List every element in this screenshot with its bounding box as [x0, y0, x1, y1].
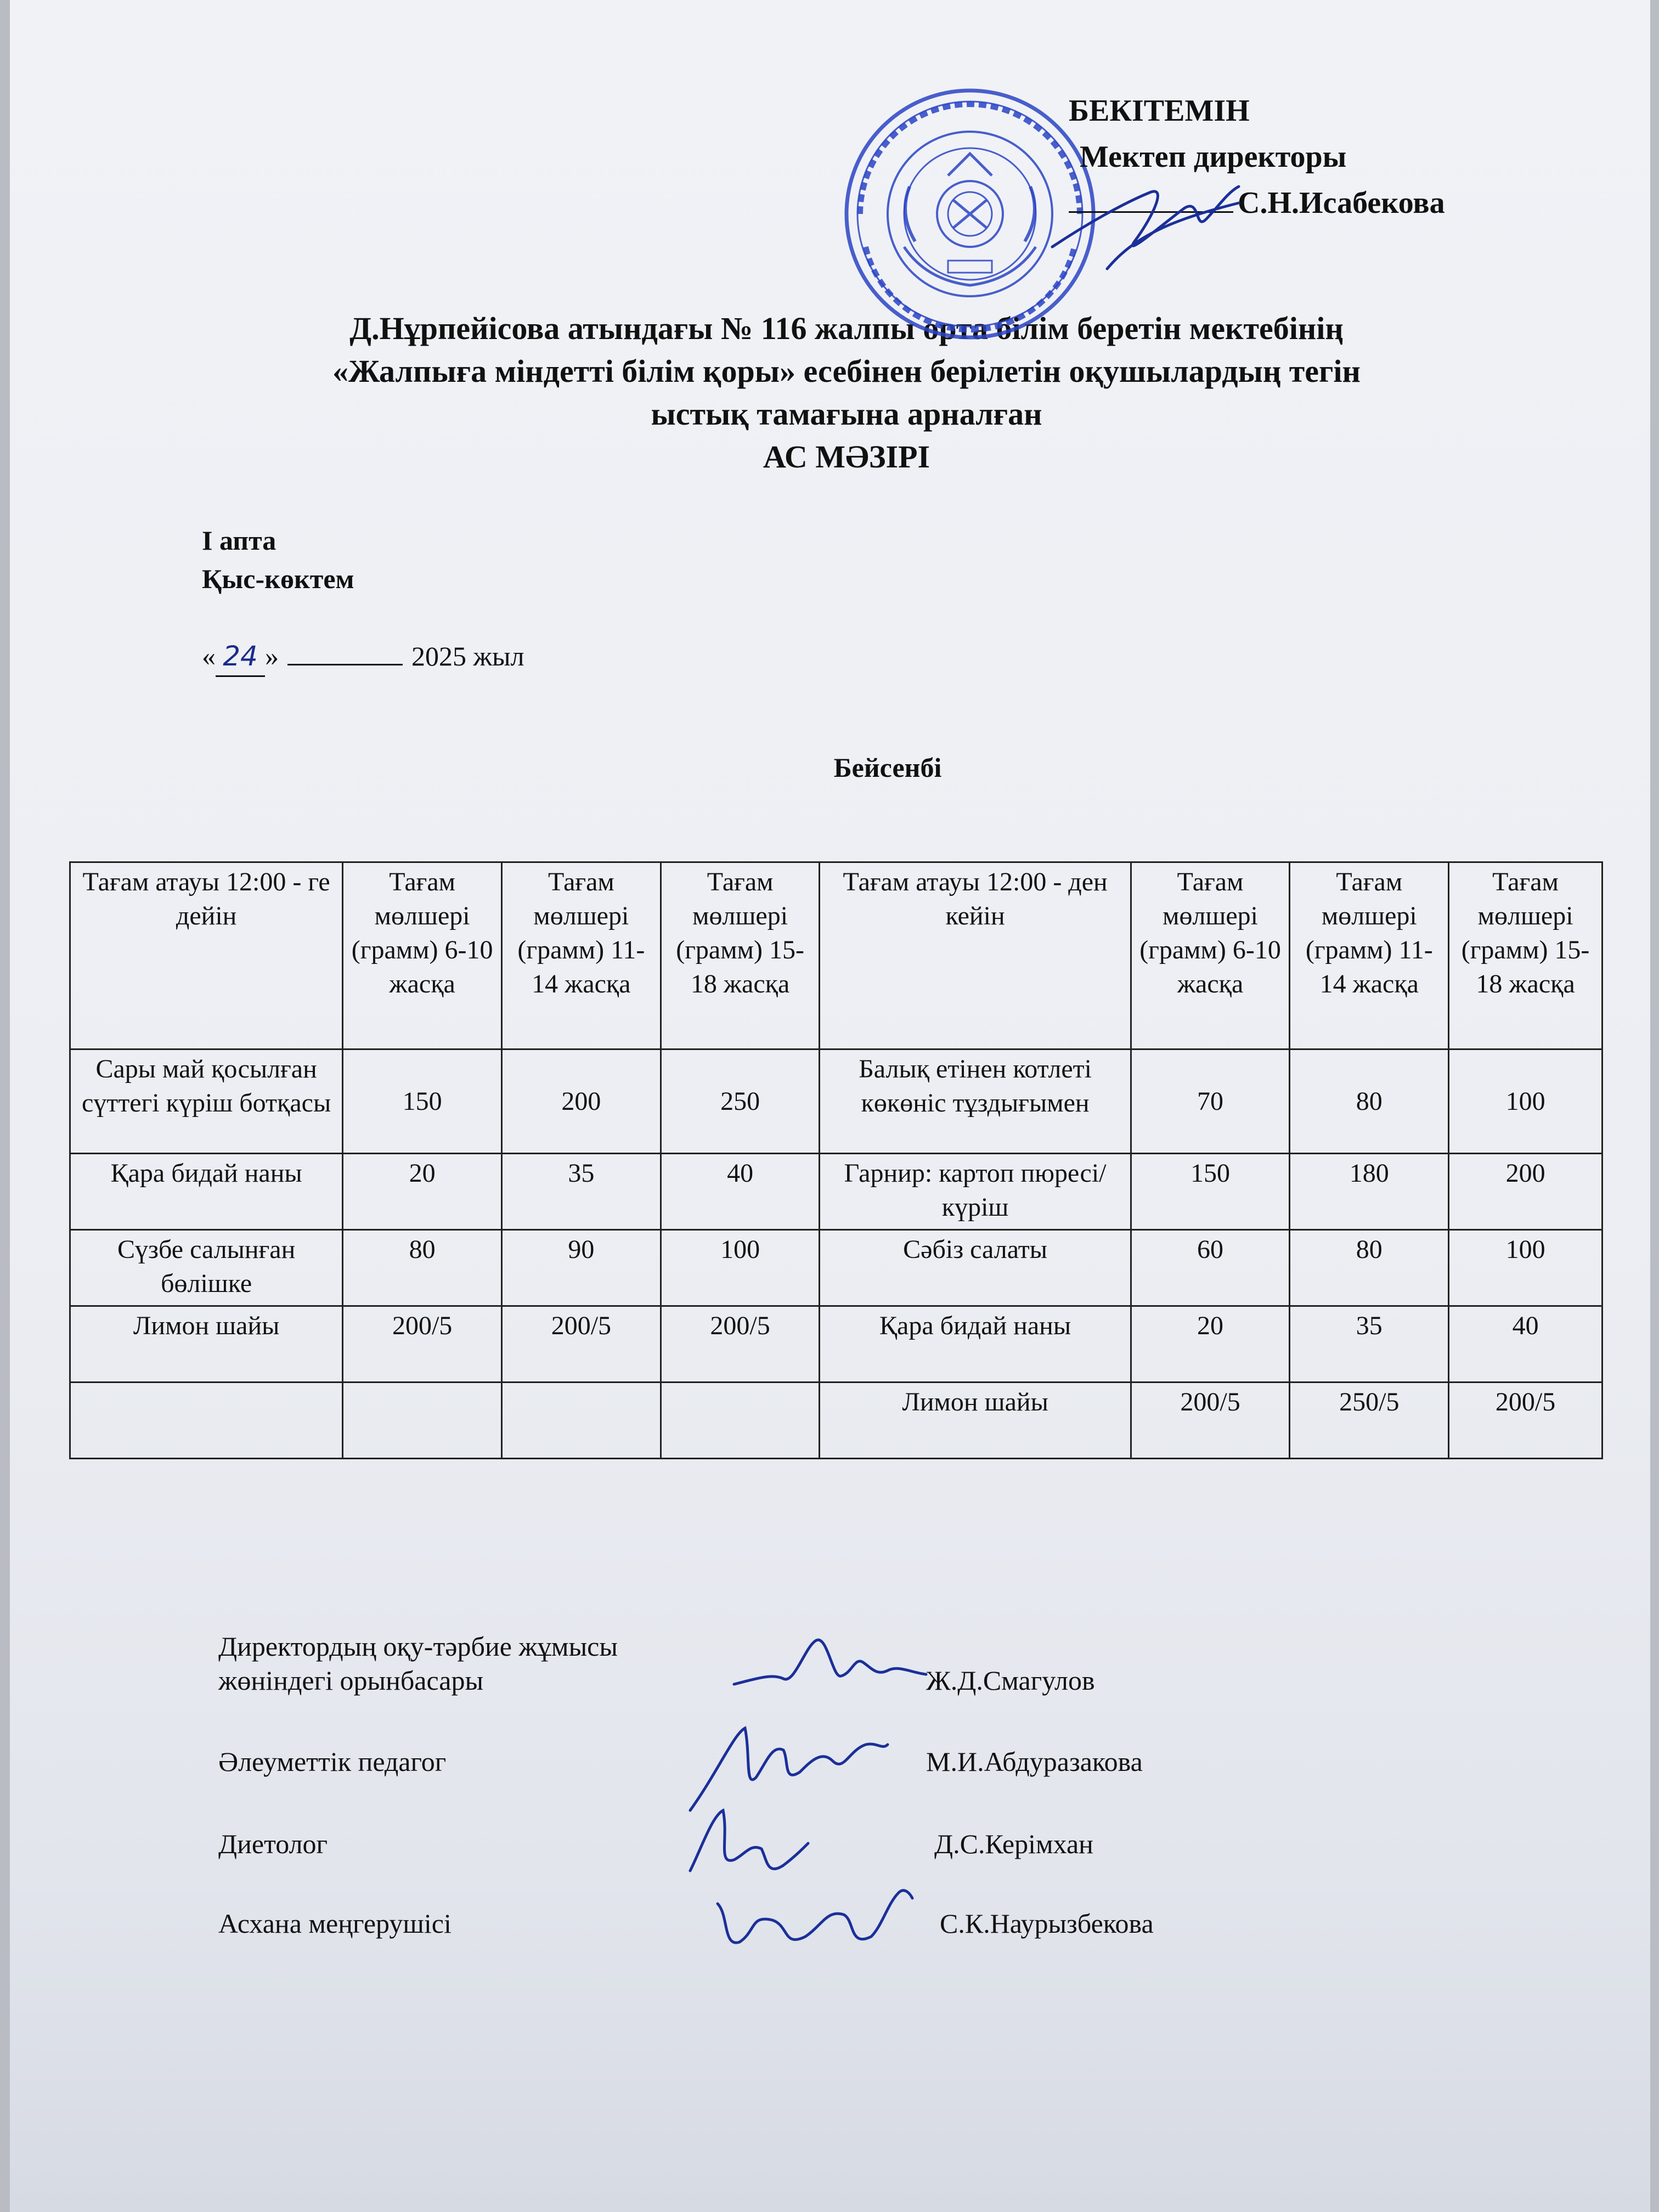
table-cell	[343, 1383, 502, 1459]
menu-table	[69, 861, 1603, 1459]
signer-position: Әлеуметтік педагог	[218, 1746, 447, 1777]
header-cell: Тағам атауы 12:00 - ге дейін	[70, 862, 343, 1049]
table-cell: 35	[502, 1154, 661, 1230]
table-header-row	[70, 862, 1602, 1049]
signer-position: Асхана меңгерушісі	[218, 1908, 452, 1939]
signer-name: С.К.Наурызбекова	[940, 1908, 1154, 1939]
table-cell: 150	[1131, 1154, 1290, 1230]
date-open-quote: «	[202, 641, 216, 672]
approval-heading: БЕКІТЕМІН	[1069, 94, 1250, 128]
table-cell: 40	[1449, 1306, 1602, 1383]
table-cell: Лимон шайы	[820, 1383, 1131, 1459]
approval-director-name: С.Н.Исабекова	[1238, 186, 1445, 220]
table-row	[70, 1306, 1602, 1383]
header-cell: Тағам мөлшері (грамм) 15-18 жасқа	[661, 862, 820, 1049]
header-cell: Тағам мөлшері (грамм) 15-18 жасқа	[1449, 862, 1602, 1049]
table-cell: Сары май қосылған сүттегі күріш ботқасы	[70, 1049, 343, 1154]
table-cell: 80	[1290, 1230, 1449, 1306]
header-cell: Тағам мөлшері (грамм) 6-10 жасқа	[1131, 862, 1290, 1049]
date-month-blank	[287, 636, 403, 665]
date-close-quote: »	[265, 641, 279, 672]
table-cell: Гарнир: картоп пюресі/ күріш	[820, 1154, 1131, 1230]
table-cell	[502, 1383, 661, 1459]
table-cell: 250/5	[1290, 1383, 1449, 1459]
table-cell: 35	[1290, 1306, 1449, 1383]
signer-name: М.И.Абдуразакова	[926, 1746, 1143, 1777]
signer-name: Д.С.Керімхан	[934, 1829, 1093, 1859]
table-cell: Сүзбе салынған бөлішке	[70, 1230, 343, 1306]
table-cell: 200/5	[343, 1306, 502, 1383]
title-line-4: АС МӘЗІРІ	[763, 439, 930, 475]
table-cell: 100	[661, 1230, 820, 1306]
signer-position: Директордың оқу-тәрбие жұмысы	[218, 1631, 618, 1662]
table-cell: 20	[343, 1154, 502, 1230]
table-cell: 100	[1449, 1230, 1602, 1306]
table-row	[70, 1154, 1602, 1230]
table-cell: 200	[1449, 1154, 1602, 1230]
table-cell: Сәбіз салаты	[820, 1230, 1131, 1306]
canteen-manager-signature	[707, 1871, 915, 1964]
table-cell: 150	[343, 1049, 502, 1154]
table-cell: Балық етінен котлеті көкөніс тұздығымен	[820, 1049, 1131, 1154]
table-cell: 90	[502, 1230, 661, 1306]
signer-position: Диетолог	[218, 1829, 328, 1859]
title-line-3: ыстық тамағына арналған	[651, 396, 1042, 432]
header-cell: Тағам атауы 12:00 - ден кейін	[820, 862, 1131, 1049]
table-cell: 180	[1290, 1154, 1449, 1230]
title-line-2: «Жалпыға міндетті білім қоры» есебінен берілетін оқушылардың тегін	[332, 353, 1361, 389]
signer-position-cont: жөніндегі орынбасары	[218, 1665, 484, 1696]
table-cell: 100	[1449, 1049, 1602, 1154]
week-number: I апта	[202, 525, 276, 556]
table-cell: Қара бидай наны	[70, 1154, 343, 1230]
table-cell	[661, 1383, 820, 1459]
header-cell: Тағам мөлшері (грамм) 6-10 жасқа	[343, 862, 502, 1049]
season: Қыс-көктем	[202, 563, 354, 594]
table-cell: 60	[1131, 1230, 1290, 1306]
table-cell: 200/5	[1449, 1383, 1602, 1459]
date-day-handwritten: 24	[216, 637, 265, 677]
table-cell: 200/5	[1131, 1383, 1290, 1459]
table-row	[70, 1049, 1602, 1154]
table-cell	[70, 1383, 343, 1459]
table-cell: 200	[502, 1049, 661, 1154]
week-block	[202, 521, 354, 598]
table-cell: 40	[661, 1154, 820, 1230]
table-cell: 200/5	[502, 1306, 661, 1383]
signer-name: Ж.Д.Смагулов	[926, 1665, 1095, 1696]
table-cell: Қара бидай наны	[820, 1306, 1131, 1383]
table-cell: 200/5	[661, 1306, 820, 1383]
date-year: 2025 жыл	[411, 641, 524, 672]
header-cell: Тағам мөлшері (грамм) 11-14 жасқа	[502, 862, 661, 1049]
director-signature	[1041, 159, 1250, 285]
deputy-signature	[723, 1624, 932, 1706]
table-cell: 250	[661, 1049, 820, 1154]
approval-position: Мектеп директоры	[1080, 140, 1347, 174]
table-row	[70, 1230, 1602, 1306]
document-page	[10, 0, 1650, 2212]
table-row	[70, 1383, 1602, 1459]
table-cell: 70	[1131, 1049, 1290, 1154]
day-of-week: Бейсенбі	[833, 752, 942, 783]
table-cell: Лимон шайы	[70, 1306, 343, 1383]
table-cell: 80	[343, 1230, 502, 1306]
table-cell: 80	[1290, 1049, 1449, 1154]
header-cell: Тағам мөлшері (грамм) 11-14 жасқа	[1290, 862, 1449, 1049]
date-line	[202, 636, 524, 677]
title-line-1: Д.Нұрпейісова атындағы № 116 жалпы орта білім беретін мектебінің	[349, 311, 1344, 346]
table-cell: 20	[1131, 1306, 1290, 1383]
